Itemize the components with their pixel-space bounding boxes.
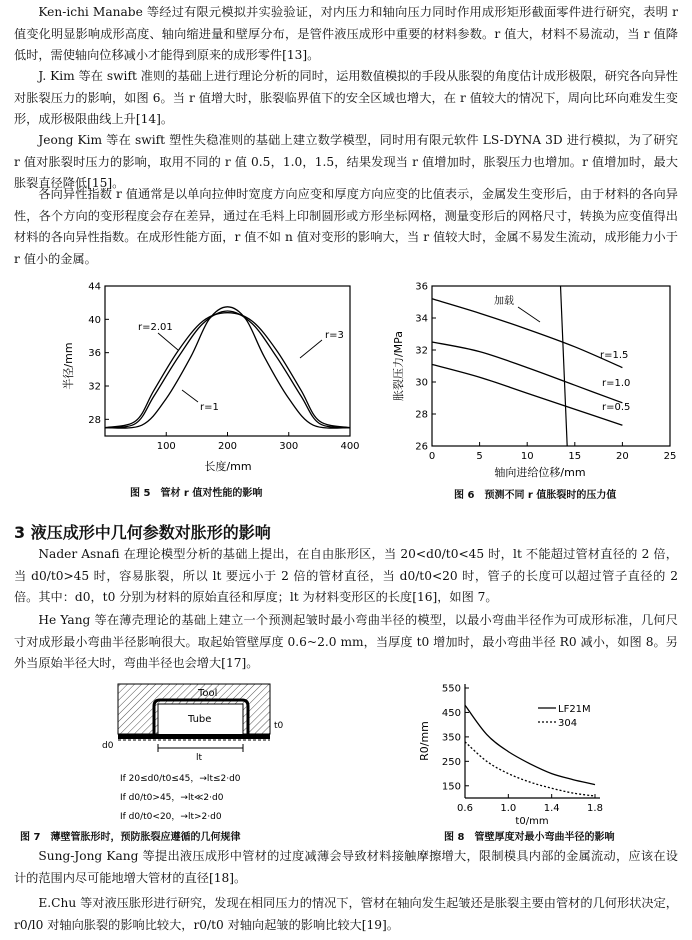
figure-5-caption: 图 5 管材 r 值对性能的影响 (130, 488, 263, 499)
paragraph-asnafi: Nader Asnafi 在理论模型分析的基础上提出，在自由胀形区，当 20<d0/t0<45 时，lt 不能超过管材直径的 2 倍，当 d0/t0>45 时，容易胀裂，所以 lt 要远小于 2 倍的管材直径，当 d0/t0<20 时，管子的长度可以超过管子直径的 2 倍。其中：d0，t0 分别为材料的原始直径和厚度；lt 为材料变形区的长度[16]，如图 7。 (14, 547, 678, 604)
series-line-3 (432, 364, 622, 425)
y-tick-label: 150 (441, 781, 461, 793)
fig5-label-r1: r=1 (200, 402, 219, 413)
y-tick-label: 250 (441, 756, 461, 768)
fig8-legend-304: 304 (558, 718, 578, 729)
fig6-xlabel: 轴向进给位移/mm (494, 466, 586, 479)
fig8-xlabel: t0/mm (515, 816, 549, 826)
y-tick-label: 34 (415, 313, 428, 325)
fig5-xlabel: 长度/mm (204, 460, 252, 473)
x-tick-label: 1.4 (543, 803, 560, 814)
paragraph-chu: E.Chu 等对液压胀形进行研究，发现在相同压力的情况下，管材在轴向发生起皱还是胀裂主要由管材的几何形状决定，r0/l0 对轴向胀裂的影响比较大，r0/t0 对轴向起皱的影响比较大[19]。 (14, 896, 678, 932)
series-line-1 (432, 299, 622, 368)
paragraph-anisotropy: 各向异性指数 r 值通常是以单向拉伸时宽度方向应变和厚度方向应变的比值表示，金属发生变形后，由于材料的各向异性，各个方向的变形程度会存在差异，通过在毛料上印制圆形或方形坐标网格，测量变形后的网格尺寸，转换为应变值得出材料的各向异性指数。在成形性能方面，r 值不如 n 值对变形的影响大，当 r 值较大时，金属不易发生流动，成形能力小于 r 值小的金属。 (14, 187, 678, 266)
paragraph-jeong-kim: Jeong Kim 等在 swift 塑性失稳准则的基础上建立数学模型，同时用有限元软件 LS-DYNA 3D 进行模拟，为了研究 r 值对胀裂时压力的影响，取用不同的 r 值 0.5，1.0，1.5，结果发现当 r 值增加时，胀裂压力也增加。r 值增加时，最大胀裂直径降低[15]。 (14, 133, 678, 190)
fig5-label-r3: r=3 (325, 330, 344, 341)
fig7-rule-2: If d0/t0>45，→lt≪2·d0 (120, 793, 224, 803)
y-tick-label: 350 (441, 732, 461, 744)
figure-6-chart (390, 276, 690, 481)
x-tick-label: 300 (279, 441, 299, 452)
x-tick-label: 0 (428, 451, 436, 462)
fig6-label-r05: r=0.5 (602, 402, 631, 413)
paragraph-manabe: Ken-ichi Manabe 等经过有限元模拟并实验验证，对内压力和轴向压力同时作用成形矩形截面零件进行研究，表明 r 值变化明显影响成形高度、轴向缩进量和壁厚分布，是管件液压成形中重要的材料参数。r 值大，材料不易流动，当 r 值降低时，需使轴向位移减小才能得到原来的成形零件[13]。 (14, 5, 678, 62)
fig7-label-t0: t0 (274, 721, 284, 731)
x-tick-label: 0.6 (457, 803, 473, 814)
figure-5-chart (60, 278, 360, 483)
x-tick-label: 10 (520, 451, 534, 462)
y-tick-label: 550 (441, 683, 461, 695)
x-tick-label: 400 (340, 441, 360, 452)
fig6-label-r15: r=1.5 (600, 350, 629, 361)
x-tick-label: 5 (476, 451, 483, 462)
fig5-label-r201: r=2.01 (138, 322, 173, 333)
fig6-label-loading: 加载 (494, 296, 514, 307)
section-heading: 3 液压成形中几何参数对胀形的影响 (14, 523, 271, 542)
y-tick-label: 28 (415, 409, 428, 421)
y-tick-label: 28 (88, 414, 101, 426)
figure-7-caption: 图 7 薄壁管胀形时，预防胀裂应遵循的几何规律 (20, 832, 241, 843)
x-tick-label: 20 (616, 451, 629, 462)
fig7-rule-1: If 20≤d0/t0≤45，→lt≤2·d0 (120, 774, 241, 784)
paragraph-he-yang: He Yang 等在薄壳理论的基础上建立一个预测起皱时最小弯曲半径的模型，以最小弯曲半径作为可成形标准，几何尺寸对成形最小弯曲半径影响很大。取起始管壁厚度 0.6~2.0 mm，当厚度 t0 增加时，最小弯曲半径 R0 减小，如图 8。另外当原始半径大时，弯曲半径也会增大[17]。 (14, 613, 678, 670)
series-line-2 (465, 742, 595, 796)
x-tick-label: 100 (156, 441, 176, 452)
series-line-4 (561, 286, 568, 446)
paragraph-sung-jong-kang: Sung-Jong Kang 等提出液压成形中管材的过度减薄会导致材料接触摩擦增大，限制模具内部的金属流动，应该在设计的范围内尽可能地增大管材的直径[18]。 (14, 849, 678, 885)
figure-7-diagram (100, 676, 290, 826)
y-tick-label: 26 (415, 441, 428, 453)
figure-8-chart (410, 676, 610, 826)
figure-8-caption: 图 8 管壁厚度对最小弯曲半径的影响 (444, 832, 615, 843)
fig6-ylabel: 胀裂压力/MPa (392, 330, 405, 402)
y-tick-label: 36 (88, 348, 101, 360)
x-tick-label: 25 (663, 451, 677, 462)
x-tick-label: 15 (568, 451, 582, 462)
y-tick-label: 450 (441, 707, 461, 719)
fig7-label-lt: lt (196, 753, 203, 763)
y-tick-label: 32 (88, 381, 101, 393)
y-tick-label: 40 (88, 314, 101, 326)
fig7-label-tube: Tube (188, 714, 212, 725)
x-tick-label: 1.8 (587, 803, 603, 814)
figure-6-caption: 图 6 预测不同 r 值胀裂时的压力值 (454, 490, 617, 501)
fig7-label-tool: Tool (198, 688, 218, 699)
paragraph-jkim: J. Kim 等在 swift 准则的基础上进行理论分析的同时，运用数值模拟的手段从胀裂的角度估计成形极限，研究各向异性对胀裂压力的影响，如图 6。当 r 值增大时，胀裂临界值下的安全区域也增大，在 r 值较大的情况下，周向比环向难发生变形，成形极限曲线上升[14]。 (14, 69, 678, 126)
y-tick-label: 32 (415, 345, 428, 357)
fig7-rule-3: If d0/t0<20，→lt>2·d0 (120, 812, 222, 822)
fig8-legend-lf21m: LF21M (558, 704, 591, 715)
fig5-ylabel: 半径/mm (62, 342, 75, 390)
fig8-ylabel: R0/mm (418, 721, 431, 761)
y-tick-label: 44 (88, 281, 101, 293)
fig7-label-d0: d0 (102, 741, 114, 751)
y-tick-label: 36 (415, 281, 428, 293)
x-tick-label: 200 (217, 441, 238, 452)
y-tick-label: 30 (415, 377, 428, 389)
fig6-label-r10: r=1.0 (602, 378, 631, 389)
x-tick-label: 1.0 (500, 803, 517, 814)
